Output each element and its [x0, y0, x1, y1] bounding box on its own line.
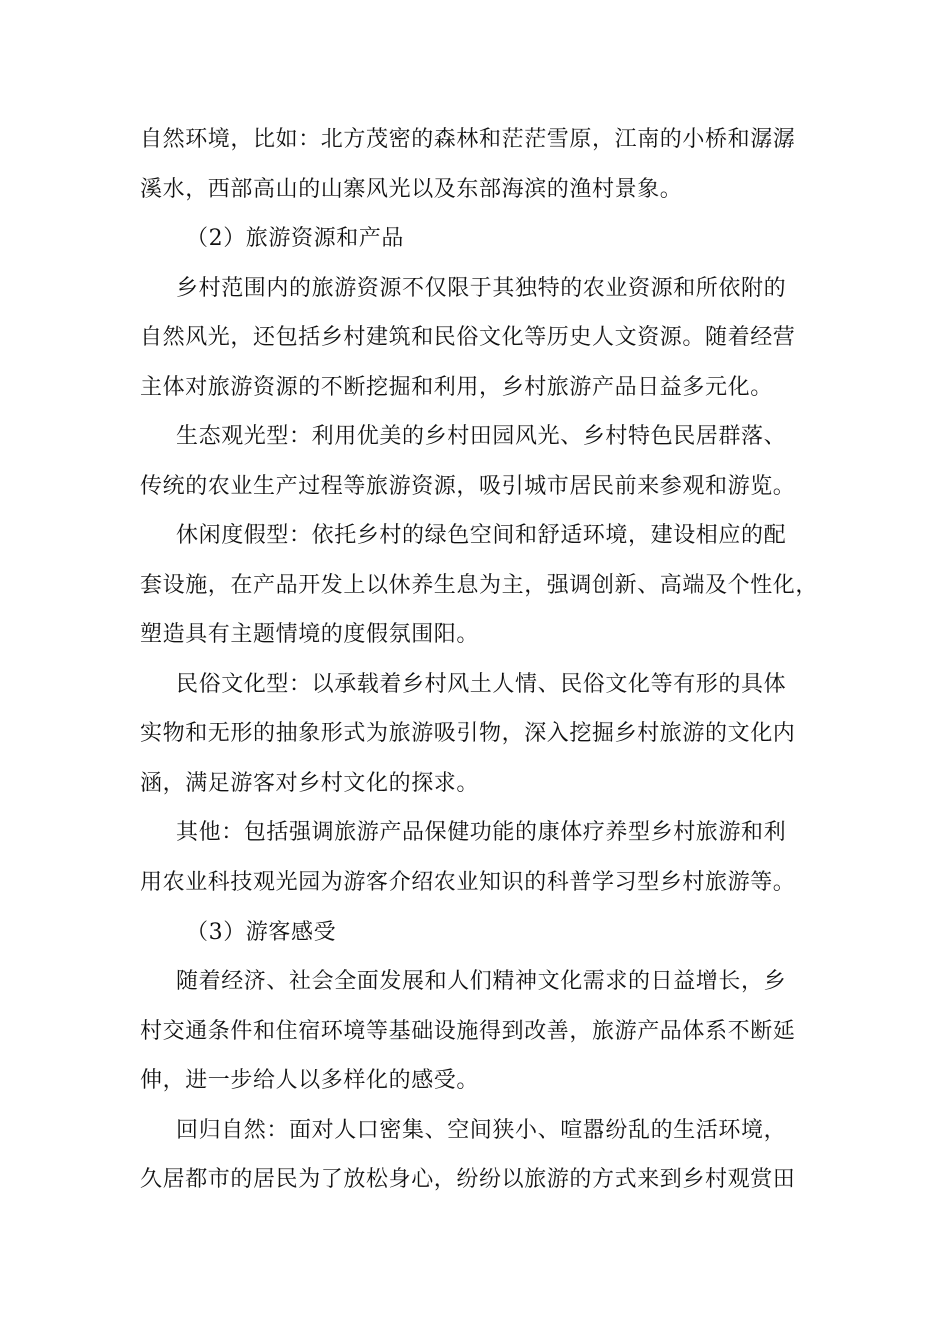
section-heading: （3）游客感受	[186, 920, 337, 945]
text-line: 休闲度假型：依托乡村的绿色空间和舒适环境，建设相应的配	[176, 523, 787, 548]
text-line: 回归自然：面对人口密集、空间狭小、喧嚣纷乱的生活环境，	[176, 1118, 787, 1143]
text-line: 用农业科技观光园为游客介绍农业知识的科普学习型乡村旅游等。	[140, 870, 796, 895]
text-line: 自然风光，还包括乡村建筑和民俗文化等历史人文资源。随着经营	[140, 325, 796, 350]
text-line: 传统的农业生产过程等旅游资源，吸引城市居民前来参观和游览。	[140, 474, 796, 499]
text-line: 主体对旅游资源的不断挖掘和利用，乡村旅游产品日益多元化。	[140, 375, 773, 400]
text-line: 自然环境，比如：北方茂密的森林和茫茫雪原，江南的小桥和潺潺	[140, 127, 796, 152]
text-line: 乡村范围内的旅游资源不仅限于其独特的农业资源和所依附的	[176, 276, 787, 301]
text-line: 套设施，在产品开发上以休养生息为主，强调创新、高端及个性化，	[140, 573, 819, 598]
text-line: 塑造具有主题情境的度假氛围阳。	[140, 622, 480, 647]
text-line: 民俗文化型：以承载着乡村风土人情、民俗文化等有形的具体	[176, 672, 787, 697]
text-line: 生态观光型：利用优美的乡村田园风光、乡村特色民居群落、	[176, 424, 787, 449]
text-line: 伸，进一步给人以多样化的感受。	[140, 1068, 480, 1093]
text-line: 涵，满足游客对乡村文化的探求。	[140, 771, 480, 796]
text-line: 其他：包括强调旅游产品保健功能的康体疗养型乡村旅游和利	[176, 820, 787, 845]
text-line: 久居都市的居民为了放松身心，纷纷以旅游的方式来到乡村观赏田	[140, 1167, 796, 1192]
section-heading: （2）旅游资源和产品	[186, 226, 404, 251]
text-line: 随着经济、社会全面发展和人们精神文化需求的日益增长，乡	[176, 969, 787, 994]
text-line: 实物和无形的抽象形式为旅游吸引物，深入挖掘乡村旅游的文化内	[140, 721, 796, 746]
text-line: 溪水，西部高山的山寨风光以及东部海滨的渔村景象。	[140, 177, 683, 202]
text-line: 村交通条件和住宿环境等基础设施得到改善，旅游产品体系不断延	[140, 1019, 796, 1044]
